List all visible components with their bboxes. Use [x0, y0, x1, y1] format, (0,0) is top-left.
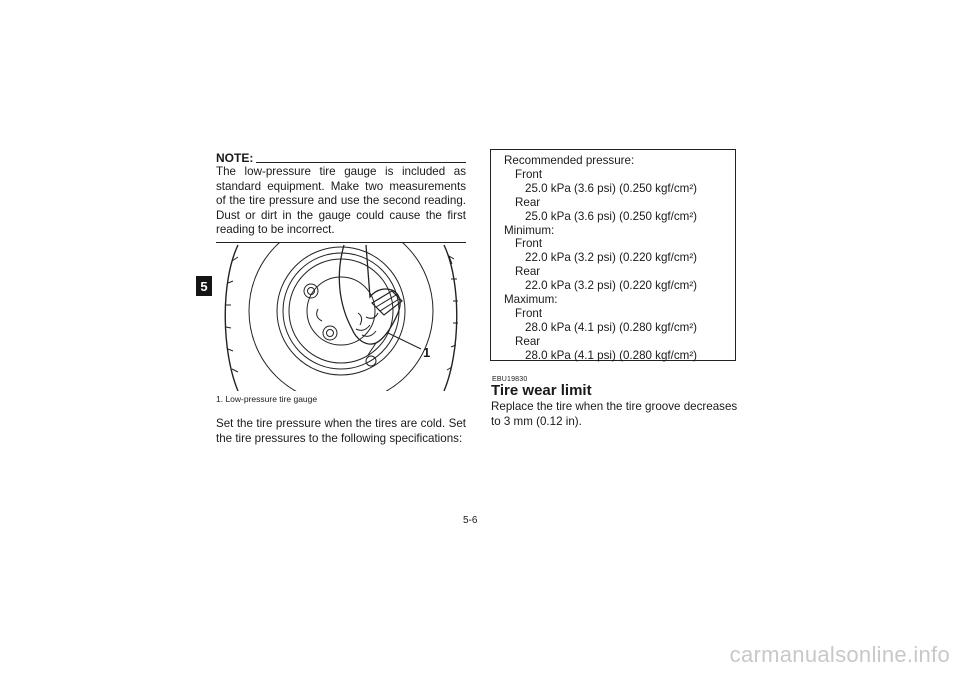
page-number: 5-6 [463, 515, 478, 526]
body-text: Set the tire pressure when the tires are cold. Set the tire pressures to the following specifications: [216, 416, 466, 445]
note-label: NOTE: [216, 151, 254, 165]
minimum-label: Minimum: [504, 223, 555, 237]
callout-number: 1 [423, 344, 431, 360]
section-body: Replace the tire when the tire groove decreases to 3 mm (0.12 in). [491, 400, 738, 428]
maximum-rear-value: 28.0 kPa (4.1 psi) (0.280 kgf/cm²) [525, 348, 698, 362]
recommended-label: Recommended pressure: [504, 154, 635, 167]
tire-gauge-illustration [216, 243, 466, 391]
recommended-front-label: Front [515, 167, 543, 181]
maximum-front-value: 28.0 kPa (4.1 psi) (0.280 kgf/cm²) [525, 320, 698, 334]
minimum-front-label: Front [515, 237, 543, 251]
section-code: EBU19830 [492, 376, 528, 383]
minimum-rear-label: Rear [515, 265, 541, 279]
recommended-front-value: 25.0 kPa (3.6 psi) (0.250 kgf/cm²) [525, 181, 698, 195]
note-text: The low-pressure tire gauge is included as standard equipment. Make two measurements of the tire pressure and use the second reading. Dust or dirt in the gauge could cause the first reading to be incorrect. [216, 165, 466, 243]
chapter-tab: 5 [196, 276, 212, 296]
minimum-front-value: 22.0 kPa (3.2 psi) (0.220 kgf/cm²) [525, 251, 698, 265]
note-heading [216, 150, 466, 164]
section-title: Tire wear limit [491, 382, 592, 399]
note-rule [256, 162, 466, 163]
recommended-rear-label: Rear [515, 195, 541, 209]
tire-pressure-spec-box [490, 149, 736, 361]
left-column [216, 150, 466, 446]
tire-gauge-drawing [216, 243, 466, 391]
recommended-rear-value: 25.0 kPa (3.6 psi) (0.250 kgf/cm²) [525, 209, 698, 223]
maximum-label: Maximum: [504, 293, 558, 307]
watermark: carmanualsonline.info [729, 642, 950, 667]
minimum-rear-value: 22.0 kPa (3.2 psi) (0.220 kgf/cm²) [525, 279, 698, 293]
maximum-front-label: Front [515, 306, 543, 320]
figure-caption: 1. Low-pressure tire gauge [216, 393, 318, 404]
maximum-rear-label: Rear [515, 334, 541, 348]
